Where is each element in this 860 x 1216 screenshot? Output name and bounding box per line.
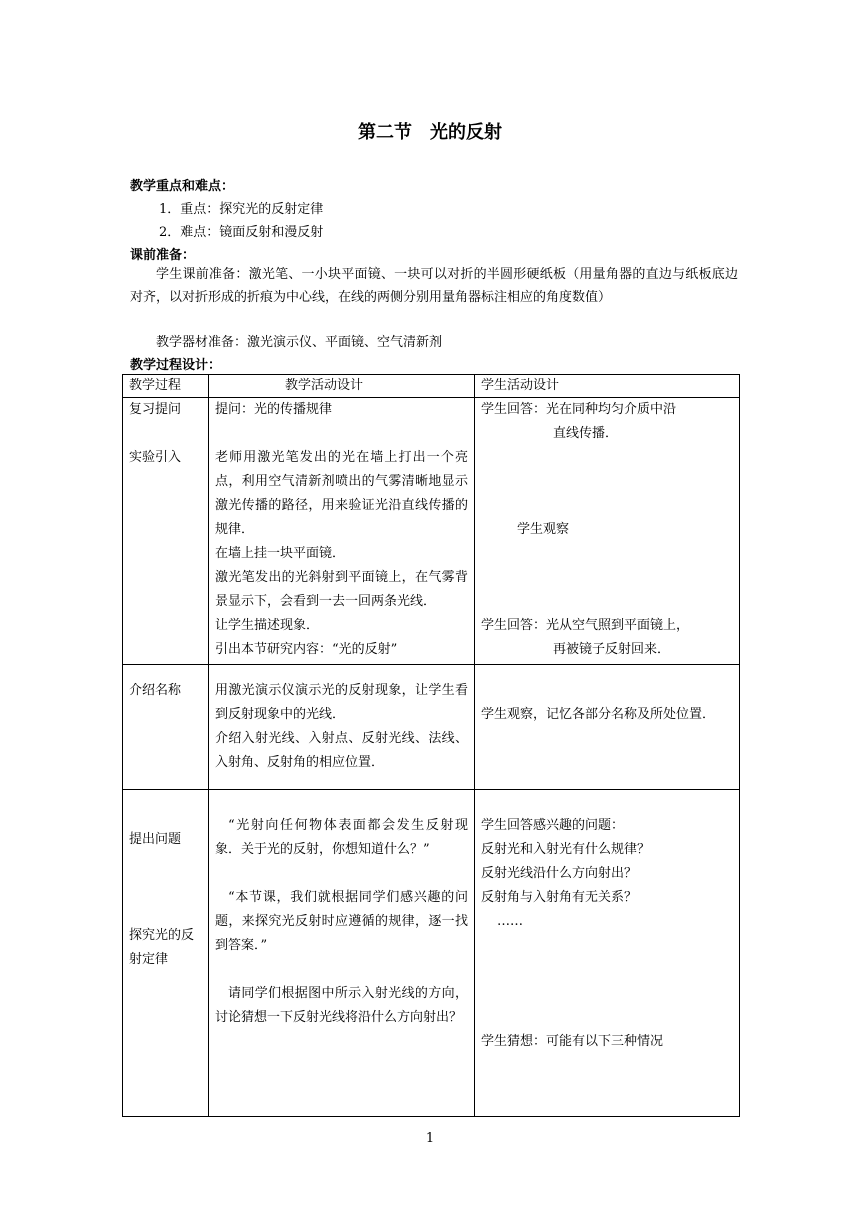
table-header-row [123, 375, 740, 398]
student-activity: …… [497, 914, 523, 929]
teacher-activity: 老师用激光笔发出的光在墙上打出一个亮点，利用空气清新剂喷出的气雾清晰地显示激光传播的路径，用来验证光沿直线传播的规律． [215, 450, 468, 537]
step-label: 介绍名称 [129, 683, 182, 698]
column-header: 学生活动设计 [475, 375, 740, 398]
teacher-activity: 引出本节研究内容：“光的反射” [215, 642, 398, 657]
table-row [123, 790, 740, 1117]
student-activity: 学生观察，记忆各部分名称及所处位置． [481, 707, 716, 722]
table-row [123, 398, 740, 665]
teacher-activity: 用激光演示仪演示光的反射现象，让学生看到反射现象中的光线． [215, 683, 468, 722]
table-row [123, 665, 740, 790]
key-point-item: 1．重点：探究光的反射定律 [159, 202, 324, 217]
teacher-activity: 提问：光的传播规律 [215, 402, 333, 417]
student-activity: 再被镜子反射回来． [553, 642, 671, 657]
teacher-activity: 请同学们根据图中所示入射光线的方向，讨论猜想一下反射光线将沿什么方向射出？ [215, 986, 468, 1025]
process-heading: 教学过程设计： [130, 358, 222, 373]
lesson-process-table [122, 374, 740, 1117]
page-number: 1 [425, 1131, 435, 1146]
step-label: 提出问题 [129, 832, 182, 847]
student-activity: 反射光线沿什么方向射出？ [481, 866, 638, 881]
student-activity: 学生回答感兴趣的问题： [481, 818, 625, 833]
key-points-heading: 教学重点和难点： [130, 179, 235, 194]
teacher-activity: 让学生描述现象． [215, 618, 320, 633]
page-title: 第二节 光的反射 [358, 122, 502, 143]
student-activity: 学生回答：光从空气照到平面镜上， [481, 618, 690, 633]
student-activity: 学生猜想：可能有以下三种情况 [481, 1034, 664, 1049]
step-label: 实验引入 [129, 450, 182, 465]
teacher-preparation: 教学器材准备：激光演示仪、平面镜、空气清新剂 [156, 335, 443, 350]
student-activity: 反射光和入射光有什么规律？ [481, 842, 651, 857]
key-point-item: 2．难点：镜面反射和漫反射 [159, 225, 324, 240]
column-header: 教学活动设计 [209, 375, 475, 398]
teacher-activity: 介绍入射光线、入射点、反射光线、法线、入射角、反射角的相应位置． [215, 731, 468, 770]
column-header: 教学过程 [123, 375, 209, 398]
student-activity: 直线传播． [553, 426, 619, 441]
teacher-activity: “本节课，我们就根据同学们感兴趣的问题，来探究光反射时应遵循的规律，逐一找到答案．” [215, 890, 468, 953]
student-activity: 学生回答：光在同种均匀介质中沿 [481, 402, 677, 417]
teacher-activity: 在墙上挂一块平面镜． [215, 546, 346, 561]
student-preparation: 学生课前准备：激光笔、一小块平面镜、一块可以对折的半圆形硬纸板（用量角器的直边与纸板底边对齐，以对折形成的折痕为中心线，在线的两侧分别用量角器标注相应的角度数值） [130, 267, 738, 305]
teacher-activity: 激光笔发出的光斜射到平面镜上，在气雾背景显示下，会看到一去一回两条光线． [215, 570, 468, 609]
teacher-activity: “光射向任何物体表面都会发生反射现象．关于光的反射，你想知道什么？” [215, 818, 468, 857]
student-activity: 反射角与入射角有无关系？ [481, 890, 638, 905]
step-label: 探究光的反射定律 [129, 928, 195, 967]
step-label: 复习提问 [129, 402, 182, 417]
student-activity: 学生观察 [517, 522, 570, 537]
preparation-heading: 课前准备： [130, 248, 196, 263]
